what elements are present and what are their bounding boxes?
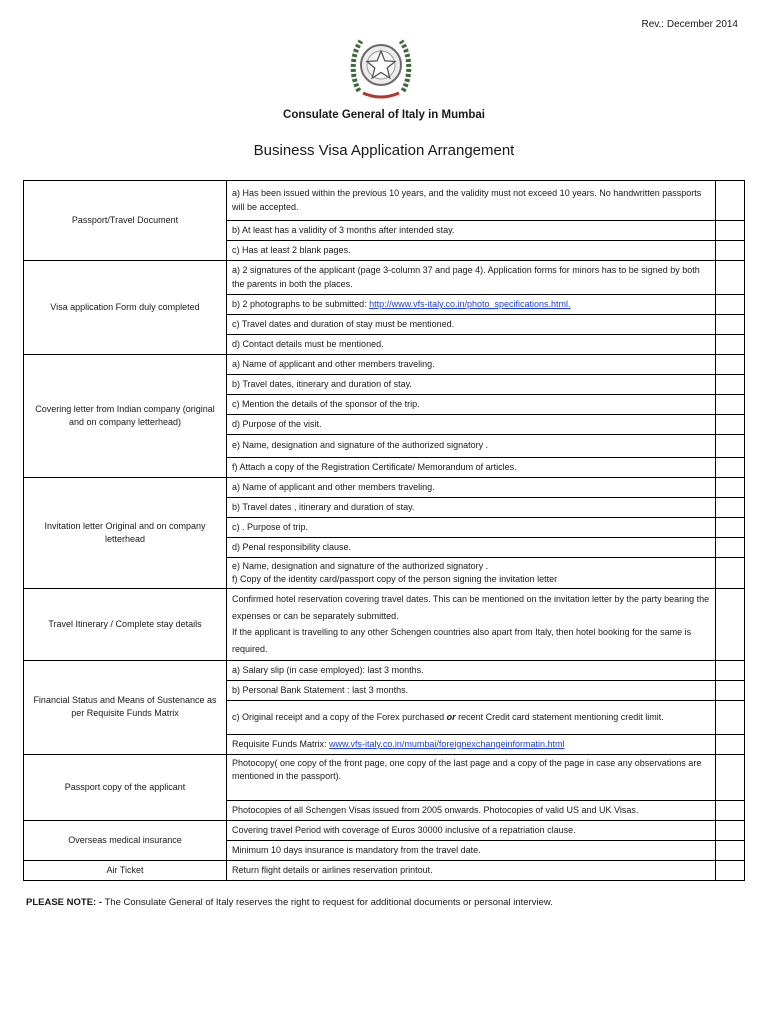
hotel-reservation-text: Confirmed hotel reservation covering travel dates. This can be mentioned on the invitation letter by the party bearing the expenses or can be separately submitted. <box>232 594 710 621</box>
italian-emblem-icon <box>349 31 413 103</box>
funds-matrix-link[interactable]: www.vfs-italy.co.in/mumbai/foreignexchangeinformatin.html <box>329 738 565 749</box>
footer-note <box>26 897 553 908</box>
table-row <box>24 261 745 295</box>
photo-specifications-link[interactable]: http://www.vfs-italy.co.in/photo_specifications.html. <box>369 298 571 309</box>
checkbox-cell[interactable] <box>716 435 745 458</box>
checkbox-cell[interactable] <box>716 315 745 335</box>
requirement-item: c) Has at least 2 blank pages. <box>227 241 716 261</box>
invitation-id-copy-text: f) Copy of the identity card/passport copy of the person signing the invitation letter <box>232 574 558 585</box>
checkbox-cell[interactable] <box>716 241 745 261</box>
requirement-item: a) Name of applicant and other members traveling. <box>227 355 716 375</box>
checkbox-cell[interactable] <box>716 295 745 315</box>
checkbox-cell[interactable] <box>716 800 745 820</box>
table-row <box>24 860 745 880</box>
checkbox-cell[interactable] <box>716 860 745 880</box>
checkbox-cell[interactable] <box>716 355 745 375</box>
requirement-item: c) Travel dates and duration of stay must be mentioned. <box>227 315 716 335</box>
requirement-item: Covering travel Period with coverage of Euros 30000 inclusive of a repatriation clause. <box>227 820 716 840</box>
requirement-item <box>227 700 716 734</box>
checkbox-cell[interactable] <box>716 375 745 395</box>
checkbox-cell[interactable] <box>716 261 745 295</box>
requirement-item: Minimum 10 days insurance is mandatory from the travel date. <box>227 840 716 860</box>
category-medical-insurance: Overseas medical insurance <box>24 820 227 860</box>
requirement-item: Photocopy( one copy of the front page, one copy of the last page and a copy of the page in case any observations are mentioned in the passport). <box>227 754 716 800</box>
requirement-item: a) Salary slip (in case employed): last 3 months. <box>227 660 716 680</box>
checkbox-cell[interactable] <box>716 754 745 800</box>
checkbox-cell[interactable] <box>716 518 745 538</box>
requirement-item: b) Travel dates , itinerary and duration of stay. <box>227 498 716 518</box>
requirement-item: Return flight details or airlines reservation printout. <box>227 860 716 880</box>
note-label: PLEASE NOTE: - <box>26 897 103 908</box>
note-text: The Consulate General of Italy reserves the right to request for additional documents or personal interview. <box>102 897 553 908</box>
requirement-item: Photocopies of all Schengen Visas issued from 2005 onwards. Photocopies of valid US and UK Visas. <box>227 800 716 820</box>
checkbox-cell[interactable] <box>716 700 745 734</box>
checkbox-cell[interactable] <box>716 415 745 435</box>
revision-label: Rev.: December 2014 <box>641 19 738 30</box>
document-title: Business Visa Application Arrangement <box>253 142 515 159</box>
requirement-item: c) . Purpose of trip. <box>227 518 716 538</box>
requirement-item: b) At least has a validity of 3 months after intended stay. <box>227 221 716 241</box>
category-passport: Passport/Travel Document <box>24 181 227 261</box>
checkbox-cell[interactable] <box>716 181 745 221</box>
forex-or-text: or <box>446 711 456 722</box>
requirement-item: a) 2 signatures of the applicant (page 3-column 37 and page 4). Application forms for minors has to be signed by both the parents in both the places. <box>227 261 716 295</box>
checkbox-cell[interactable] <box>716 558 745 589</box>
requirement-item: d) Contact details must be mentioned. <box>227 335 716 355</box>
category-passport-copy: Passport copy of the applicant <box>24 754 227 820</box>
checkbox-cell[interactable] <box>716 680 745 700</box>
photo-requirement-text: b) 2 photographs to be submitted: <box>232 298 370 309</box>
checkbox-cell[interactable] <box>716 498 745 518</box>
checkbox-cell[interactable] <box>716 478 745 498</box>
requirement-item: f) Attach a copy of the Registration Certificate/ Memorandum of articles. <box>227 458 716 478</box>
checkbox-cell[interactable] <box>716 820 745 840</box>
funds-matrix-label: Requisite Funds Matrix: <box>232 738 330 749</box>
forex-text-end: recent Credit card statement mentioning credit limit. <box>455 711 664 722</box>
requirement-item <box>227 589 716 661</box>
checkbox-cell[interactable] <box>716 335 745 355</box>
forex-text: c) Original receipt and a copy of the Forex purchased <box>232 711 447 722</box>
requirement-item: a) Has been issued within the previous 10 years, and the validity must not exceed 10 years. No handwritten passports will be accepted. <box>227 181 716 221</box>
table-row <box>24 355 745 375</box>
category-visa-form: Visa application Form duly completed <box>24 261 227 355</box>
category-travel-itinerary: Travel Itinerary / Complete stay details <box>24 589 227 661</box>
requirement-item: a) Name of applicant and other members traveling. <box>227 478 716 498</box>
table-row <box>24 660 745 680</box>
requirement-item <box>227 734 716 754</box>
requirement-item: b) Personal Bank Statement : last 3 months. <box>227 680 716 700</box>
table-row <box>24 589 745 661</box>
category-covering-letter: Covering letter from Indian company (original and on company letterhead) <box>24 355 227 478</box>
requirement-item: d) Purpose of the visit. <box>227 415 716 435</box>
checkbox-cell[interactable] <box>716 840 745 860</box>
checkbox-cell[interactable] <box>716 538 745 558</box>
category-financial-status: Financial Status and Means of Sustenance as per Requisite Funds Matrix <box>24 660 227 754</box>
invitation-signatory-text: e) Name, designation and signature of the authorized signatory . <box>232 561 489 571</box>
consulate-name: Consulate General of Italy in Mumbai <box>283 109 485 121</box>
table-row <box>24 820 745 840</box>
checkbox-cell[interactable] <box>716 734 745 754</box>
checkbox-cell[interactable] <box>716 660 745 680</box>
requirement-item: c) Mention the details of the sponsor of the trip. <box>227 395 716 415</box>
table-row <box>24 754 745 800</box>
requirement-item <box>227 295 716 315</box>
checkbox-cell[interactable] <box>716 458 745 478</box>
requirement-item: e) Name, designation and signature of the authorized signatory . <box>227 435 716 458</box>
checkbox-cell[interactable] <box>716 221 745 241</box>
table-row <box>24 181 745 221</box>
requirement-item: b) Travel dates, itinerary and duration of stay. <box>227 375 716 395</box>
category-invitation-letter: Invitation letter Original and on company letterhead <box>24 478 227 589</box>
requirement-item <box>227 558 716 589</box>
checkbox-cell[interactable] <box>716 395 745 415</box>
requirement-item: d) Penal responsibility clause. <box>227 538 716 558</box>
category-air-ticket: Air Ticket <box>24 860 227 880</box>
table-row <box>24 478 745 498</box>
requirements-table <box>23 180 745 881</box>
schengen-hotel-text: If the applicant is travelling to any other Schengen countries also apart from Italy, then hotel booking for the same is required. <box>232 627 692 655</box>
checkbox-cell[interactable] <box>716 589 745 661</box>
